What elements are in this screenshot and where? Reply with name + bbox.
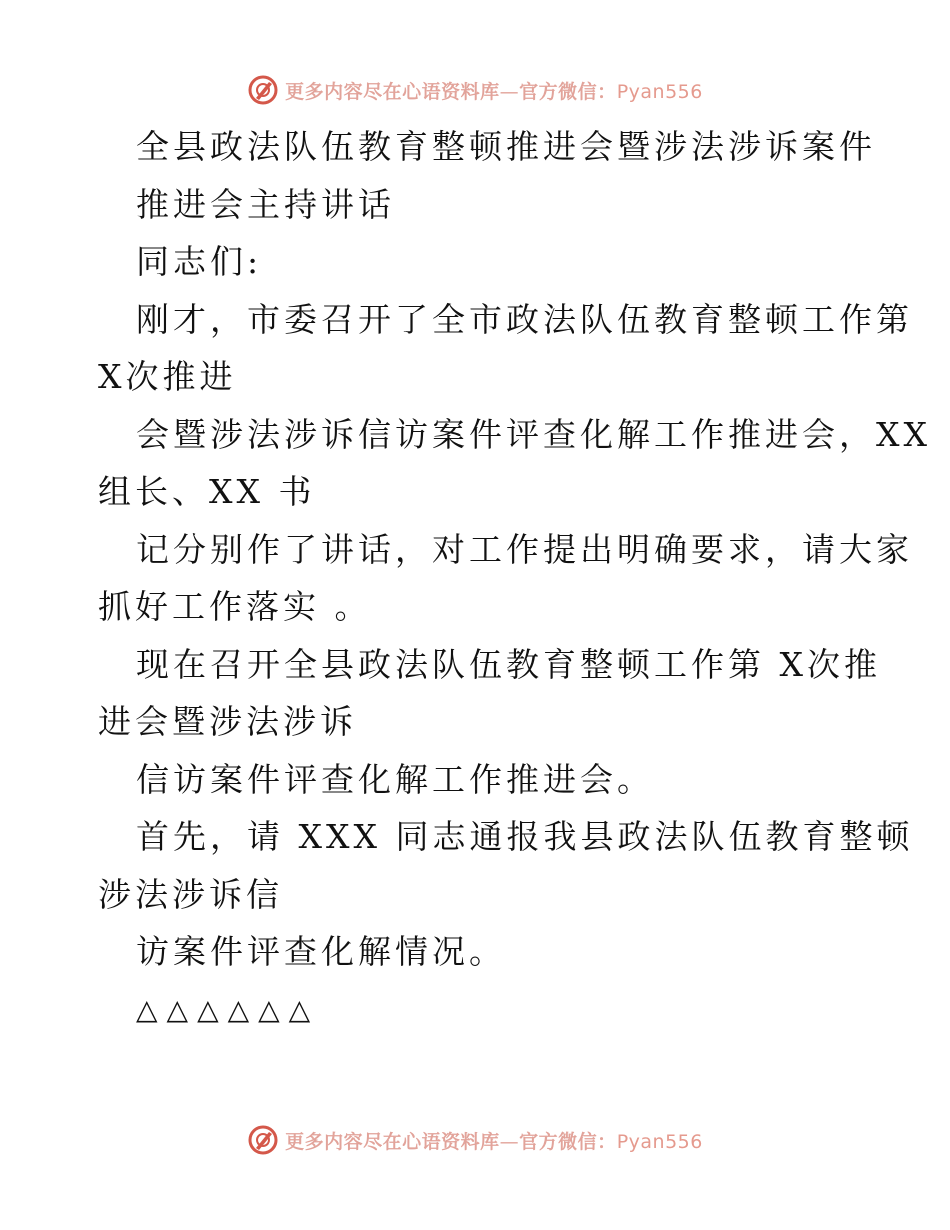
watermark-separator: — bbox=[499, 80, 520, 103]
document-body bbox=[98, 118, 931, 1038]
watermark-banner-bottom bbox=[0, 1120, 950, 1160]
logo-icon bbox=[247, 74, 279, 106]
watermark-channel: 官方微信： bbox=[519, 80, 617, 103]
doc-paragraph-line: 组长、XX 书 bbox=[98, 472, 316, 511]
doc-paragraph-line: 涉法涉诉信 bbox=[98, 874, 283, 914]
doc-paragraph-line: 抓好工作落实 。 bbox=[98, 587, 372, 626]
doc-paragraph-line: 会暨涉法涉诉信访案件评查化解工作推进会，XX bbox=[136, 414, 931, 454]
doc-paragraph-line: 访案件评查化解情况。 bbox=[136, 932, 506, 971]
doc-paragraph-line: 信访案件评查化解工作推进会。 bbox=[136, 759, 654, 799]
watermark-prefix: 更多内容尽在心语资料库 bbox=[285, 80, 500, 103]
watermark-prefix: 更多内容尽在心语资料库 bbox=[285, 1130, 500, 1153]
watermark-handle: Pyan556 bbox=[616, 1130, 703, 1153]
doc-paragraph-line: 现在召开全县政法队伍教育整顿工作第 X次推 bbox=[136, 644, 881, 684]
watermark-banner-top bbox=[0, 70, 950, 110]
watermark-text bbox=[285, 77, 703, 104]
doc-paragraph-line: 进会暨涉法涉诉 bbox=[98, 702, 357, 741]
watermark-separator: — bbox=[499, 1130, 520, 1153]
watermark-text bbox=[285, 1127, 703, 1154]
doc-paragraph-line: 刚才，市委召开了全市政法队伍教育整顿工作第 bbox=[136, 299, 913, 339]
doc-paragraph-line: 记分别作了讲话，对工作提出明确要求，请大家 bbox=[136, 529, 913, 569]
doc-paragraph-line: X次推进 bbox=[98, 357, 237, 396]
doc-title-line-1: 全县政法队伍教育整顿推进会暨涉法涉诉案件 bbox=[136, 127, 876, 166]
watermark-channel: 官方微信： bbox=[519, 1130, 617, 1153]
watermark-handle: Pyan556 bbox=[616, 80, 703, 103]
doc-paragraph-line: 首先，请 XXX 同志通报我县政法队伍教育整顿 bbox=[136, 817, 914, 856]
doc-triangle-separator: △△△△△△ bbox=[136, 992, 320, 1026]
doc-title-line-2: 推进会主持讲话 bbox=[136, 184, 395, 224]
doc-salutation: 同志们: bbox=[136, 242, 263, 281]
logo-icon bbox=[247, 1124, 279, 1156]
